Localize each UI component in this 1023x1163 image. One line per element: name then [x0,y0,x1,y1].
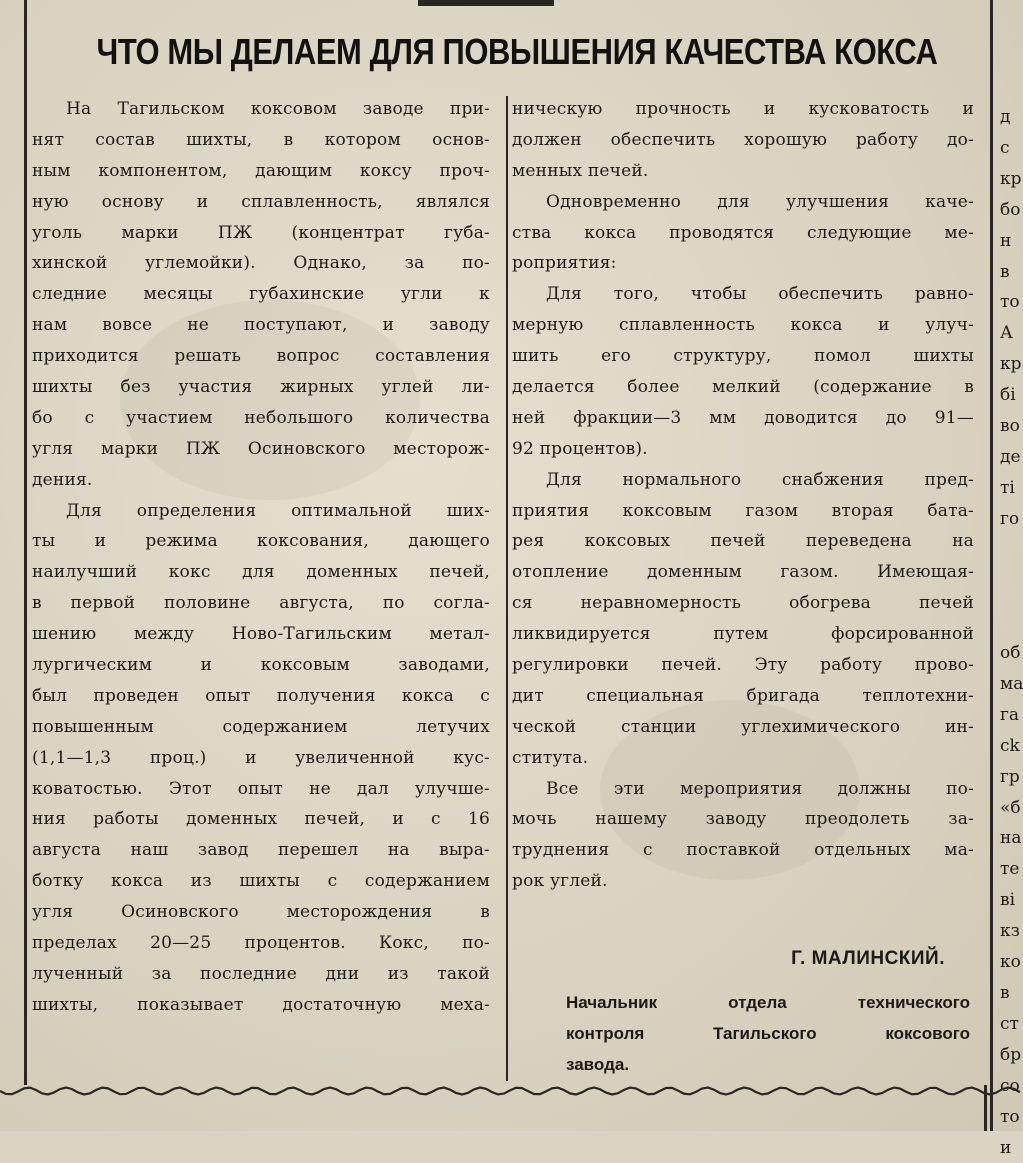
text-line: Для нормального снабжения пред- [512,465,974,496]
column-rule-left [24,0,27,1085]
fragment-line: де [1000,442,1023,473]
author-position [566,987,970,1080]
fragment-line: д [1000,102,1023,133]
text-line: рея коксовых печей переведена на [512,526,974,557]
fragment-line: А [1000,318,1023,349]
text-line: На Тагильском коксовом заводе при- [32,94,490,125]
fragment-line: ст [1000,1009,1023,1040]
fragment-line: ті [1000,473,1023,504]
text-line: следние месяцы губахинские угли к [32,279,490,310]
text-line: шить его структуру, помол шихты [512,341,974,372]
text-line: повышенным содержанием летучих [32,712,490,743]
position-line: контроля Тагильского коксового [566,1018,970,1049]
text-line: ней фракции—3 мм доводится до 91— [512,403,974,434]
text-line: августа наш завод перешел на выра- [32,835,490,866]
fragment-line: те [1000,854,1023,885]
wavy-separator [0,1082,1023,1100]
text-line: ся неравномерность обогрева печей [512,588,974,619]
text-line: Для того, чтобы обеспечить равно- [512,279,974,310]
fragment-line: на [1000,823,1023,854]
text-line: ную основу и сплавленность, являлся [32,187,490,218]
text-line: Для определения оптимальной ших- [32,496,490,527]
text-line: ническую прочность и кусковатость и [512,94,974,125]
text-line: шихты, показывает достаточную меха- [32,990,490,1021]
author-signature: Г. МАЛИНСКИЙ. [745,948,945,970]
text-line: приходится решать вопрос составления [32,341,490,372]
text-line: роприятия: [512,248,974,279]
fragment-line: н [1000,226,1023,257]
fragment-line: об [1000,638,1023,669]
text-line: угля Осиновского месторождения в [32,897,490,928]
text-line: шихты без участия жирных углей ли- [32,372,490,403]
fragment-line: с [1000,133,1023,164]
text-line: пределах 20—25 процентов. Кокс, по- [32,928,490,959]
text-line: Одновременно для улучшения каче- [512,187,974,218]
fragment-line: ві [1000,885,1023,916]
fragment-line: ко [1000,947,1023,978]
fragment-line: гр [1000,762,1023,793]
fragment-line: в [1000,257,1023,288]
position-line: Начальник отдела технического [566,987,970,1018]
text-line: нят состав шихты, в котором основ- [32,125,490,156]
text-line: ликвидируется путем форсированной [512,619,974,650]
fragment-line: кр [1000,164,1023,195]
text-line: шению между Ново-Тагильским метал- [32,619,490,650]
text-line: ства кокса проводятся следующие ме- [512,218,974,249]
text-line: ститута. [512,743,974,774]
article-headline: ЧТО МЫ ДЕЛАЕМ ДЛЯ ПОВЫШЕНИЯ КАЧЕСТВА КОКСА [97,24,914,80]
text-line: рок углей. [512,866,974,897]
fragment-line: ck [1000,731,1023,762]
text-line: лургическим и коксовым заводами, [32,650,490,681]
article-column-left [32,94,490,1021]
text-line: 92 процентов). [512,434,974,465]
text-line: нам вовсе не поступают, и заводу [32,310,490,341]
fragment-line: во [1000,411,1023,442]
text-line: мерную сплавленность кокса и улуч- [512,310,974,341]
article-column-right [512,94,974,897]
fragment-line: то [1000,287,1023,318]
text-line: отопление доменным газом. Имеющая- [512,557,974,588]
fragment-line: ма [1000,669,1023,700]
text-line: угля марки ПЖ Осиновского месторож- [32,434,490,465]
top-rule [418,0,554,6]
text-line: уголь марки ПЖ (концентрат губа- [32,218,490,249]
text-line: в первой половине августа, по согла- [32,588,490,619]
fragment-line: кр [1000,349,1023,380]
text-line: лученный за последние дни из такой [32,959,490,990]
text-line: хинской углемойки). Однако, за по- [32,248,490,279]
text-line: дения. [32,465,490,496]
fragment-line: то [1000,1102,1023,1133]
text-line: коватостью. Этот опыт не дал улучше- [32,774,490,805]
column-rule-right [990,0,993,1131]
fragment-line: co [1000,1071,1023,1102]
fragment-line: и [1000,1133,1023,1163]
text-line: менных печей. [512,156,974,187]
fragment-line: га [1000,700,1023,731]
fragment-line: в [1000,978,1023,1009]
fragment-line: го [1000,504,1023,535]
column-rule-middle [506,96,508,1081]
text-line: (1,1—1,3 проц.) и увеличенной кус- [32,743,490,774]
text-line: бо с участием небольшого количества [32,403,490,434]
fragment-line: бі [1000,380,1023,411]
text-line: был проведен опыт получения кокса с [32,681,490,712]
text-line: ты и режима коксования, дающего [32,526,490,557]
position-line: завода. [566,1049,970,1080]
text-line: Все эти мероприятия должны по- [512,774,974,805]
fragment-line: бр [1000,1040,1023,1071]
text-line: должен обеспечить хорошую работу до- [512,125,974,156]
text-line: труднения с поставкой отдельных ма- [512,835,974,866]
text-line: регулировки печей. Эту работу прово- [512,650,974,681]
neighbor-column-fragment-top [1000,102,1023,535]
text-line: приятия коксовым газом вторая бата- [512,496,974,527]
fragment-line: «б [1000,793,1023,824]
fragment-line: кз [1000,916,1023,947]
text-line: мочь нашему заводу преодолеть за- [512,804,974,835]
text-line: ческой станции углехимического ин- [512,712,974,743]
fragment-line: бо [1000,195,1023,226]
text-line: дит специальная бригада теплотехни- [512,681,974,712]
text-line: наилучший кокс для доменных печей, [32,557,490,588]
text-line: ботку кокса из шихты с содержанием [32,866,490,897]
text-line: ным компонентом, дающим коксу проч- [32,156,490,187]
text-line: ния работы доменных печей, и с 16 [32,804,490,835]
text-line: делается более мелкий (содержание в [512,372,974,403]
